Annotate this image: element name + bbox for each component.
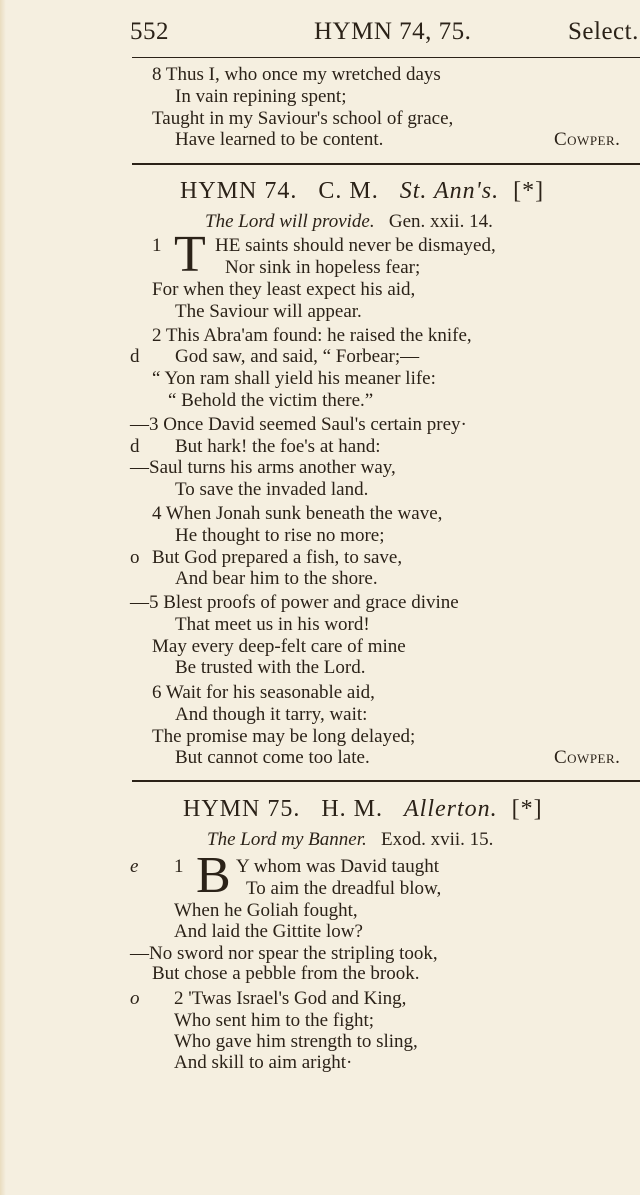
hymn74-dropcap: T — [174, 226, 206, 283]
running-title: HYMN 74, 75. — [314, 18, 472, 45]
hymn74-line-4: The Saviour will appear. — [175, 301, 362, 322]
hymn75-meter: H. M. — [321, 796, 384, 822]
hymn75-subtitle: The Lord my Banner. — [207, 829, 367, 850]
section-rule-2 — [132, 780, 640, 782]
hymn74-line-20: Be trusted with the Lord. — [175, 657, 366, 678]
prev-line-2: In vain repining spent; — [175, 86, 347, 107]
hymn74-line-19: May every deep-felt care of mine — [152, 636, 406, 657]
prev-author: Cowper. — [554, 129, 621, 150]
hymn74-line-23: The promise may be long delayed; — [152, 726, 416, 747]
hymn74-line-16: And bear him to the shore. — [175, 568, 378, 589]
hymn74-line-2: Nor sink in hopeless fear; — [225, 257, 421, 278]
hymn75-line-8: Who sent him to the fight; — [174, 1010, 375, 1031]
hymn74-tune: St. Ann's. — [399, 178, 500, 204]
prev-line-1: 8 Thus I, who once my wretched days — [152, 64, 441, 85]
hymn74-line-9: —3 Once David seemed Saul's certain prey· — [130, 414, 467, 435]
hymn75-mark: [*] — [511, 796, 543, 822]
hymn75-line-5: —No sword nor spear the stripling took, — [130, 943, 438, 964]
hymn74-author: Cowper. — [554, 747, 621, 768]
hymn74-line-1: HE saints should never be dismayed, — [215, 235, 496, 256]
hymn74-line-13: 4 When Jonah sunk beneath the wave, — [152, 503, 443, 524]
hymn75-line-4: And laid the Gittite low? — [174, 921, 363, 942]
margin-e: e — [130, 856, 139, 877]
hymn75-subtitle-row — [207, 829, 493, 851]
hymn75-line-6: But chose a pebble from the brook. — [152, 963, 420, 984]
hymn75-line-3: When he Goliah fought, — [174, 900, 358, 921]
hymn75-tune: Allerton. — [404, 796, 498, 822]
hymn75-line-1: Y whom was David taught — [236, 856, 439, 877]
hymn75-title — [183, 796, 543, 823]
hymn74-mark: [*] — [513, 178, 545, 204]
hymn74-line-11: —Saul turns his arms another way, — [130, 457, 396, 478]
hymn75-dropcap: B — [196, 847, 231, 904]
hymn74-meter: C. M. — [318, 178, 379, 204]
hymn74-line-22: And though it tarry, wait: — [175, 704, 368, 725]
hymn74-subtitle-row — [205, 211, 493, 233]
hymn74-line-24: But cannot come too late. — [175, 747, 370, 768]
hymn74-line-21: 6 Wait for his seasonable aid, — [152, 682, 375, 703]
hymn74-number: HYMN 74. — [180, 178, 298, 204]
hymn74-title — [180, 178, 544, 205]
section-rule-1 — [132, 163, 640, 165]
hymn75-line-10: And skill to aim aright· — [174, 1052, 353, 1073]
hymn74-line-8: “ Behold the victim there.” — [168, 390, 374, 411]
hymn75-line-2: To aim the dreadful blow, — [246, 878, 442, 899]
margin-d-2: d — [130, 436, 140, 457]
header-rule — [132, 57, 640, 58]
hymn74-line-6: God saw, and said, “ Forbear;— — [175, 346, 420, 367]
hymn74-line-7: “ Yon ram shall yield his meaner life: — [152, 368, 436, 389]
section-label: Select. — [568, 18, 639, 45]
hymn75-number: HYMN 75. — [183, 796, 301, 822]
hymn74-line-17: —5 Blest proofs of power and grace divine — [130, 592, 459, 613]
hymn74-line-10: But hark! the foe's at hand: — [175, 436, 381, 457]
hymn74-line-14: He thought to rise no more; — [175, 525, 385, 546]
hymn74-line-3: For when they least expect his aid, — [152, 279, 416, 300]
hymn74-subtitle: The Lord will provide. — [205, 211, 375, 232]
page-number: 552 — [130, 18, 169, 45]
margin-o-2: o — [130, 988, 140, 1009]
hymn74-line-15: But God prepared a fish, to save, — [152, 547, 403, 568]
prev-line-3: Taught in my Saviour's school of grace, — [152, 108, 454, 129]
hymn75-stanza-number: 1 — [174, 856, 184, 877]
hymn75-reference: Exod. xvii. 15. — [381, 829, 494, 850]
hymn75-line-9: Who gave him strength to sling, — [174, 1031, 418, 1052]
hymn74-line-5: 2 This Abra'am found: he raised the knife, — [152, 325, 472, 346]
hymn74-line-12: To save the invaded land. — [175, 479, 369, 500]
margin-o-1: o — [130, 547, 140, 568]
prev-line-4: Have learned to be content. — [175, 129, 384, 150]
hymn75-line-7: 2 'Twas Israel's God and King, — [174, 988, 407, 1009]
page-edge — [0, 0, 6, 1195]
hymn74-line-18: That meet us in his word! — [175, 614, 370, 635]
hymn74-reference: Gen. xxii. 14. — [388, 211, 493, 232]
hymn74-stanza-number: 1 — [152, 235, 162, 256]
margin-d-1: d — [130, 346, 140, 367]
